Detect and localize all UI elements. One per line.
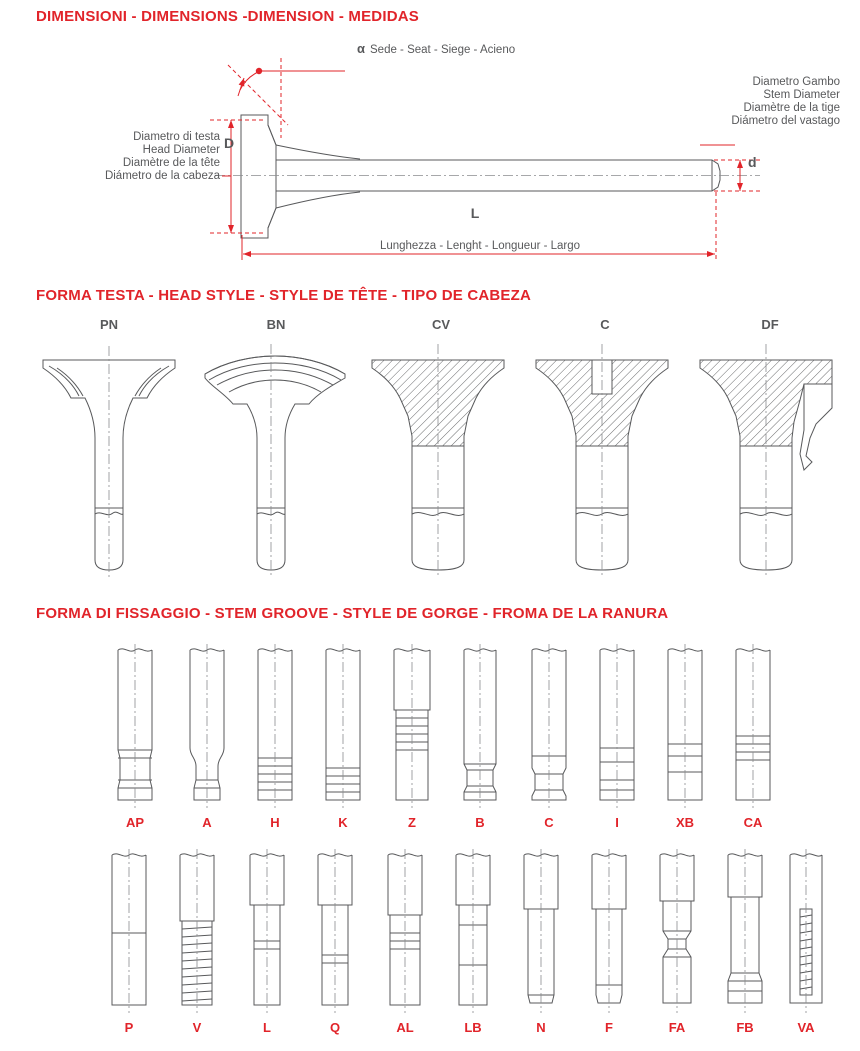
stem-groove-code-LB: LB <box>464 1020 482 1035</box>
stem-groove-code-AP: AP <box>125 815 145 830</box>
stem-groove-code-I: I <box>615 815 619 830</box>
head-style-code-PN: PN <box>99 317 119 332</box>
seat-label: Sede - Seat - Siege - Acieno <box>370 44 516 56</box>
stem-groove-code-B: B <box>475 815 485 830</box>
stem-groove-code-H: H <box>270 815 280 830</box>
head-diameter-label-1: Diametro di testa <box>133 131 220 143</box>
head-style-code-DF: DF <box>761 317 779 332</box>
stem-groove-code-N: N <box>536 1020 546 1035</box>
stem-groove-code-K: K <box>338 815 348 830</box>
head-diameter-label-3: Diamètre de la tête <box>122 157 220 169</box>
stem-diameter-label-3: Diamètre de la tige <box>743 102 840 114</box>
stem-diameter-label-1: Diametro Gambo <box>752 76 840 88</box>
head-diameter-label-4: Diámetro de la cabeza <box>104 170 220 182</box>
head-style-drawings <box>0 338 860 583</box>
stem-diameter-label-4: Diámetro del vastago <box>731 115 840 127</box>
stem-groove-code-CA: CA <box>743 815 763 830</box>
stem-groove-code-V: V <box>192 1020 202 1035</box>
dimension-mark-d: d <box>748 154 757 170</box>
stem-groove-code-L: L <box>263 1020 271 1035</box>
stem-groove-code-VA: VA <box>797 1020 815 1035</box>
stem-groove-code-A: A <box>202 815 212 830</box>
head-style-code-BN: BN <box>266 317 286 332</box>
stem-groove-code-AL: AL <box>396 1020 414 1035</box>
stem-groove-code-XB: XB <box>675 815 695 830</box>
stem-groove-code-P: P <box>124 1020 134 1035</box>
dimension-mark-L: L <box>470 205 480 221</box>
stem-groove-row2-drawings <box>0 845 860 1015</box>
head-style-code-CV: CV <box>431 317 451 332</box>
section-title-stem-groove: FORMA DI FISSAGGIO - STEM GROOVE - STYLE DE GORGE - FROMA DE LA RANURA <box>36 605 669 622</box>
seat-angle-symbol: α <box>357 41 365 56</box>
stem-groove-row1-drawings <box>0 640 860 810</box>
head-diameter-label-2: Head Diameter <box>142 144 220 156</box>
stem-groove-code-Z: Z <box>408 815 416 830</box>
section-title-dimensions: DIMENSIONI - DIMENSIONS -DIMENSION - MEDIDAS <box>36 8 419 25</box>
stem-groove-code-F: F <box>605 1020 613 1035</box>
length-label: Lunghezza - Lenght - Longueur - Largo <box>379 240 581 252</box>
dimension-mark-D: D <box>224 135 235 151</box>
stem-diameter-label-2: Stem Diameter <box>763 89 840 101</box>
stem-groove-code-FA: FA <box>668 1020 686 1035</box>
section-title-head-style: FORMA TESTA - HEAD STYLE - STYLE DE TÊTE - TIPO DE CABEZA <box>36 287 532 304</box>
head-style-code-C: C <box>600 317 610 332</box>
stem-groove-code-FB: FB <box>736 1020 754 1035</box>
stem-groove-code-C: C <box>544 815 554 830</box>
stem-groove-code-Q: Q <box>329 1020 341 1035</box>
